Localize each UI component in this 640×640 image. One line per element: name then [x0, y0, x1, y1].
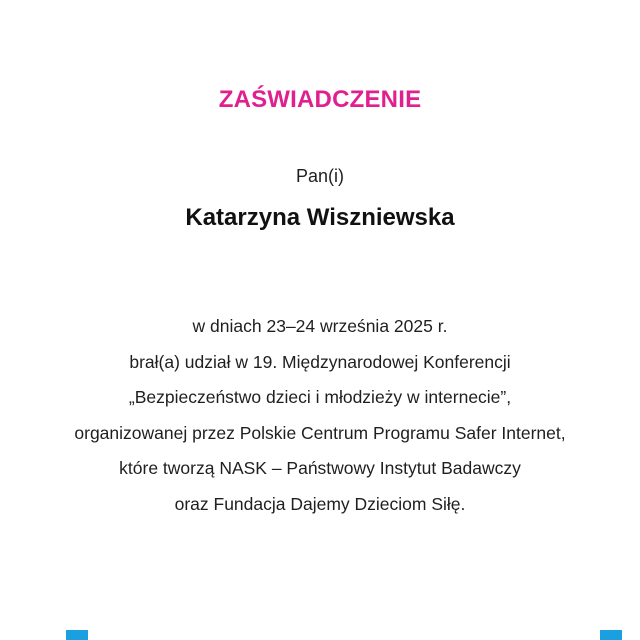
recipient-name: Katarzyna Wiszniewska — [185, 204, 455, 231]
certificate-body — [0, 313, 640, 527]
body-line-participation: brał(a) udział w 19. Międzynarodowej Konferencji — [129, 351, 511, 372]
body-line-organizer: organizowanej przez Polskie Centrum Programu Safer Internet, — [74, 422, 566, 443]
blue-corner-mark-left — [66, 630, 88, 640]
body-line-dates: w dniach 23–24 września 2025 r. — [192, 316, 448, 336]
body-line-conference-name: „Bezpieczeństwo dzieci i młodzieży w internecie”, — [128, 387, 512, 408]
body-line-partners: które tworzą NASK – Państwowy Instytut Badawczy — [119, 458, 521, 479]
blue-corner-mark-right — [600, 630, 622, 640]
salutation: Pan(i) — [295, 166, 344, 186]
body-line-foundation: oraz Fundacja Dajemy Dzieciom Siłę. — [174, 493, 466, 514]
certificate-title: ZAŚWIADCZENIE — [218, 86, 422, 113]
